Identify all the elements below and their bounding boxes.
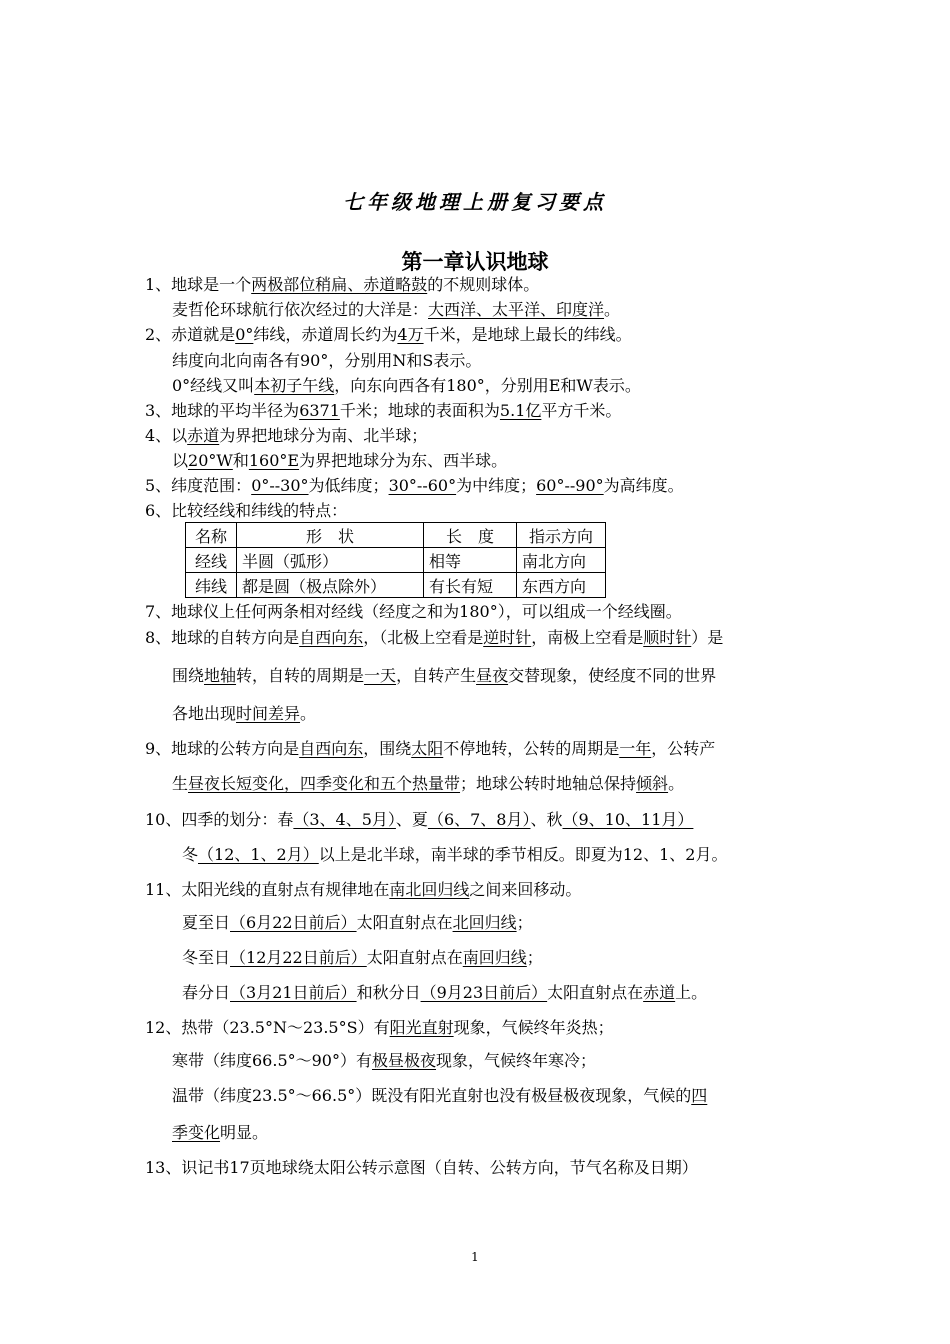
- line-text: ，自转产生: [396, 666, 477, 685]
- line-text: 之间来回移动。: [469, 880, 582, 899]
- line-text: 太阳直射点在: [547, 983, 644, 1002]
- answer-text: 南回归线: [462, 948, 527, 967]
- text-line: [145, 500, 347, 522]
- line-text: 春分日: [182, 983, 231, 1002]
- table-cell: 半圆（弧形）: [237, 548, 424, 573]
- line-text: 0°经线又叫: [172, 376, 255, 395]
- line-text: 上。: [675, 983, 708, 1002]
- line-text: 千米，是地球上最长的纬线。: [423, 325, 632, 344]
- answer-text: 太阳: [411, 739, 444, 758]
- text-line: [172, 1085, 707, 1107]
- answer-text: 0°: [235, 325, 254, 344]
- line-text: ；: [516, 913, 533, 932]
- line-text: ，向东向西各有180°，分别用E和W表示。: [334, 376, 641, 395]
- document-title: 七年级地理上册复习要点: [343, 190, 607, 214]
- table-cell: 都是圆（极点除外）: [237, 573, 424, 598]
- line-text: ，围绕: [363, 739, 412, 758]
- line-text: 现象，气候终年寒冷；: [436, 1051, 597, 1070]
- answer-text: 北回归线: [452, 913, 517, 932]
- line-text: 不停地转，公转的周期是: [443, 739, 620, 758]
- answer-text: 一年: [619, 739, 652, 758]
- line-text: 2、赤道就是: [145, 325, 236, 344]
- table-row: [186, 548, 606, 573]
- text-line: [145, 879, 581, 901]
- answer-text: 昼夜: [476, 666, 509, 685]
- text-line: [172, 665, 716, 687]
- answer-text: 30°--60°: [388, 476, 457, 495]
- line-text: 各地出现: [172, 704, 237, 723]
- text-line: [172, 1122, 268, 1144]
- line-text: 为界把地球分为南、北半球；: [219, 426, 428, 445]
- answer-text: 逆时针: [483, 628, 532, 647]
- answer-text: 本初子午线: [254, 376, 335, 395]
- answer-text: 顺时针: [643, 628, 692, 647]
- line-text: 冬至日: [182, 948, 231, 967]
- line-text: 麦哲伦环球航行依次经过的大洋是：: [172, 300, 429, 319]
- text-line: [172, 350, 481, 372]
- answer-text: （6、7、8月）: [427, 810, 531, 829]
- text-line: [172, 450, 507, 472]
- text-line: [145, 400, 621, 422]
- line-text: 12、热带（23.5°N～23.5°S）有: [145, 1018, 390, 1037]
- answer-text: （12月22日前后）: [230, 948, 367, 967]
- line-text: 为界把地球分为东、西半球。: [299, 451, 508, 470]
- line-text: 现象，气候终年炎热；: [453, 1018, 614, 1037]
- page-number: 1: [471, 1250, 479, 1264]
- answer-text: （9月23日前后）: [420, 983, 548, 1002]
- answer-text: 60°--90°: [536, 476, 604, 495]
- text-line: [172, 773, 684, 795]
- line-text: 为低纬度；: [308, 476, 389, 495]
- line-text: 交替现象，使经度不同的世界: [508, 666, 717, 685]
- text-line: [145, 738, 715, 760]
- line-text: 和秋分日: [356, 983, 421, 1002]
- line-text: 冬: [182, 845, 199, 864]
- line-text: 围绕: [172, 666, 205, 685]
- text-line: [145, 809, 693, 831]
- text-line: [182, 844, 727, 866]
- text-line: [145, 274, 539, 296]
- answer-text: 昼夜长短变化，四季变化和五个热量带: [188, 774, 461, 793]
- answer-text: 时间差异: [236, 704, 301, 723]
- line-text: 纬度向北向南各有90°，分别用N和S表示。: [172, 351, 482, 370]
- answer-text: 赤道: [187, 426, 220, 445]
- table-cell: 有长有短: [424, 573, 517, 598]
- line-text: 、秋: [530, 810, 563, 829]
- answer-text: （9、10、11月）: [562, 810, 694, 829]
- line-text: 以上是北半球，南半球的季节相反。即夏为12、1、2月。: [318, 845, 728, 864]
- line-text: 明显。: [220, 1123, 269, 1142]
- answer-text: （6月22日前后）: [230, 913, 357, 932]
- answer-text: 自西向东: [299, 628, 364, 647]
- line-text: 太阳直射点在: [356, 913, 453, 932]
- table-header-cell: 长 度: [424, 523, 517, 548]
- table-cell: 纬线: [186, 573, 237, 598]
- line-text: ；: [526, 948, 543, 967]
- text-line: [172, 1050, 596, 1072]
- answer-text: （12、1、2月）: [198, 845, 319, 864]
- text-line: [145, 475, 684, 497]
- text-line: [145, 425, 427, 447]
- answer-text: 一天: [364, 666, 397, 685]
- answer-text: 6371: [299, 401, 340, 420]
- line-text: 。: [300, 704, 317, 723]
- line-text: 千米；地球的表面积为: [339, 401, 500, 420]
- text-line: [182, 947, 543, 969]
- line-text: 以: [172, 451, 189, 470]
- line-text: 。: [668, 774, 685, 793]
- line-text: 6、比较经线和纬线的特点：: [145, 501, 348, 520]
- line-text: 7、地球仪上任何两条相对经线（经度之和为180°），可以组成一个经线圈。: [145, 602, 682, 621]
- line-text: 。: [604, 300, 621, 319]
- line-text: 和: [232, 451, 249, 470]
- answer-text: 倾斜: [636, 774, 669, 793]
- text-line: [172, 299, 620, 321]
- line-text: 1、地球是一个: [145, 275, 252, 294]
- answer-text: （3月21日前后）: [230, 983, 357, 1002]
- text-line: [145, 1017, 614, 1039]
- table-row: [186, 573, 606, 598]
- table-cell: 东西方向: [517, 573, 606, 598]
- line-text: 为中纬度；: [456, 476, 537, 495]
- line-text: 生: [172, 774, 189, 793]
- line-text: 4、以: [145, 426, 188, 445]
- line-text: ，（北极上空看是: [363, 628, 484, 647]
- text-line: [145, 601, 682, 623]
- table-cell: 南北方向: [517, 548, 606, 573]
- text-line: [182, 912, 533, 934]
- table-header-cell: 形 状: [237, 523, 424, 548]
- line-text: 11、太阳光线的直射点有规律地在: [145, 880, 390, 899]
- line-text: 5、纬度范围：: [145, 476, 252, 495]
- line-text: ；地球公转时地轴总保持: [460, 774, 637, 793]
- line-text: 夏至日: [182, 913, 231, 932]
- answer-text: （3、4、5月）: [293, 810, 396, 829]
- answer-text: 5.1亿: [499, 401, 542, 420]
- line-text: 太阳直射点在: [366, 948, 463, 967]
- line-text: 平方千米。: [541, 401, 622, 420]
- line-text: 13、识记书17页地球绕太阳公转示意图（自转、公转方向，节气名称及日期）: [145, 1158, 698, 1177]
- table-header-cell: 名称: [186, 523, 237, 548]
- answer-text: 4万: [397, 325, 424, 344]
- answer-text: 四: [691, 1086, 708, 1105]
- answer-text: 阳光直射: [389, 1018, 454, 1037]
- answer-text: 南北回归线: [389, 880, 470, 899]
- answer-text: 赤道: [643, 983, 676, 1002]
- chapter-heading: 第一章认识地球: [401, 250, 549, 274]
- line-text: ）是: [691, 628, 724, 647]
- text-line: [172, 703, 316, 725]
- answer-text: 大西洋、太平洋、印度洋: [428, 300, 605, 319]
- table-cell: 相等: [424, 548, 517, 573]
- line-text: 的不规则球体。: [427, 275, 540, 294]
- line-text: 3、地球的平均半径为: [145, 401, 300, 420]
- line-text: 10、四季的划分：春: [145, 810, 294, 829]
- line-text: 转，自转的周期是: [236, 666, 365, 685]
- answer-text: 地轴: [204, 666, 237, 685]
- line-text: 8、地球的自转方向是: [145, 628, 300, 647]
- line-text: 、夏: [395, 810, 428, 829]
- table-cell: 经线: [186, 548, 237, 573]
- line-text: 寒带（纬度66.5°～90°）有: [172, 1051, 372, 1070]
- text-line: [145, 627, 723, 649]
- answer-text: 自西向东: [299, 739, 364, 758]
- table-header-cell: 指示方向: [517, 523, 606, 548]
- line-text: 9、地球的公转方向是: [145, 739, 300, 758]
- answer-text: 20°W: [188, 451, 233, 470]
- text-line: [145, 1157, 698, 1179]
- answer-text: 极昼极夜: [372, 1051, 437, 1070]
- table-header-row: [186, 523, 606, 548]
- answer-text: 0°--30°: [251, 476, 309, 495]
- text-line: [172, 375, 641, 397]
- text-line: [145, 324, 632, 346]
- line-text: 纬线，赤道周长约为: [253, 325, 398, 344]
- line-text: ，公转产: [651, 739, 716, 758]
- answer-text: 160°E: [248, 451, 300, 470]
- answer-text: 季变化: [172, 1123, 221, 1142]
- answer-text: 两极部位稍扁、赤道略鼓: [251, 275, 428, 294]
- line-text: 为高纬度。: [603, 476, 684, 495]
- line-text: ，南极上空看是: [531, 628, 644, 647]
- text-line: [182, 982, 707, 1004]
- comparison-table: [185, 522, 606, 598]
- line-text: 温带（纬度23.5°～66.5°）既没有阳光直射也没有极昼极夜现象，气候的: [172, 1086, 692, 1105]
